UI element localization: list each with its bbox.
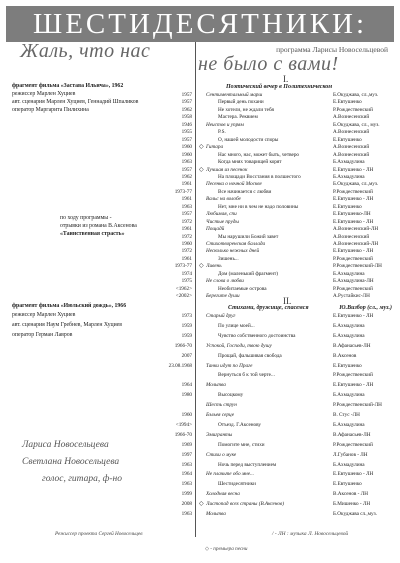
row-title: Неистов и упрям <box>206 121 244 128</box>
row-year: 1999 <box>181 491 192 498</box>
program-row <box>0 421 400 429</box>
row-author: Р.Рождественский <box>333 441 373 448</box>
row-author: В. Стус -ЛН <box>333 412 360 418</box>
program-subtitle: программа Ларисы Новосельцевой <box>276 45 388 54</box>
row-title: Отъезд. Г.Аксенову <box>218 421 261 428</box>
row-title: Бэльея серце <box>206 412 235 418</box>
row-year: 1960 <box>181 241 192 247</box>
film-note-line: «Таинственная страсть» <box>60 231 125 237</box>
row-year: 1961 <box>181 255 192 262</box>
row-author: Б.Ахмадулина-ЛН <box>333 278 374 285</box>
row-year: 1962 <box>181 106 192 113</box>
row-author: Б.Ахмадулина <box>333 270 365 277</box>
row-author: Б.Мишенко - ЛН <box>333 501 371 508</box>
row-author: Р.Рождественский-ЛН <box>333 263 382 270</box>
row-year: 1966-70 <box>174 431 192 438</box>
row-author: А.Рустайкис-ЛН <box>333 293 370 300</box>
row-year: 1980 <box>181 392 192 399</box>
program-row <box>0 510 400 518</box>
row-author: А.Вознесенский <box>333 151 370 158</box>
row-author: Р.Рождественский <box>333 285 373 292</box>
row-year: <2002> <box>175 293 192 300</box>
row-year: 1957 <box>181 92 192 98</box>
row-author: В.Аксенов <box>333 352 357 359</box>
row-year: 23.08.1968 <box>168 362 192 369</box>
row-title: О, нашей молодости споры <box>218 136 279 143</box>
row-author: В.Аксенов - ЛН <box>333 491 368 498</box>
row-year: 1997 <box>181 451 192 458</box>
program-row <box>0 362 400 370</box>
program-row <box>0 292 400 300</box>
row-title: P.S. <box>218 129 226 136</box>
film-note-line: авт. сценария Наум Гребнев, Марлен Хуциев <box>12 322 122 328</box>
program-row <box>0 371 400 379</box>
section-1-numeral: I. <box>283 74 289 84</box>
row-author: А.Вознесенский <box>333 114 370 121</box>
row-year: 1972 <box>181 233 192 240</box>
row-year: 1969 <box>181 441 192 448</box>
program-row <box>0 352 400 360</box>
row-author: Б.Окуджава, сл.,муз. <box>333 92 379 98</box>
row-author: Е.Евтушенко <box>333 136 362 143</box>
row-year: 1957 <box>181 211 192 218</box>
row-title: Чувство собственного достоинства <box>218 332 296 339</box>
premiere-marker-icon: ◇ <box>199 263 204 270</box>
row-title: Танки идут по Праге <box>206 362 253 369</box>
row-year: 2007 <box>181 352 192 359</box>
row-year: 1960 <box>181 151 192 158</box>
row-year: 1961 <box>181 181 192 188</box>
row-year: 1974 <box>181 270 192 277</box>
row-title: Первый день похани <box>218 99 264 106</box>
row-author: А.Вознесенский <box>333 144 370 151</box>
row-year: 1963 <box>181 159 192 166</box>
row-title: Шесть струн <box>206 402 237 409</box>
program-row <box>0 342 400 350</box>
row-author: Л.Губанов - ЛН <box>333 451 368 458</box>
row-author: А.Вознесенский-ЛН <box>333 241 379 247</box>
row-author: Р.Рождественский <box>333 106 373 113</box>
title-banner <box>6 6 394 42</box>
row-title: Берегите души <box>206 293 240 300</box>
row-title: Пощадй <box>206 226 225 233</box>
row-year: 1964 <box>181 382 192 389</box>
row-author: Е.Евтушенко - ЛН <box>333 196 374 203</box>
row-author: Р.Рождественский <box>333 372 373 379</box>
row-title: Сентиментальный марш <box>206 92 263 98</box>
film-note-line: режиссер Марлен Хуциев <box>12 91 76 97</box>
section-2-heading-right: Ю.Визбор (сл., муз.) <box>339 305 392 311</box>
row-author: Б.Окуджава, сл., муз. <box>333 121 380 128</box>
row-title: Дом (маленький фрагмент) <box>218 270 279 277</box>
program-row <box>0 500 400 508</box>
row-year: 1972 <box>181 218 192 225</box>
row-title: Вернуться б к той черте... <box>218 372 275 379</box>
row-author: Е.Евтушенко - ЛН <box>333 382 374 389</box>
row-title: Высоцкому <box>218 392 244 399</box>
row-title: Шестидесятники <box>218 481 256 488</box>
row-year: 2008 <box>181 501 192 508</box>
slogan-part-2: не было с вами! <box>198 53 339 75</box>
row-title: Гитара <box>206 144 224 151</box>
row-title: Вальс на волобе <box>206 196 241 203</box>
row-author: А.Вознесенский <box>333 233 370 240</box>
row-year: 1963 <box>181 203 192 210</box>
row-title: Лучшая из песенок <box>206 166 248 173</box>
row-year: 1963 <box>181 511 192 517</box>
slogan-part-1: Жаль, что нас <box>20 40 151 62</box>
row-author: Р.Рождественский-ЛН <box>333 402 382 409</box>
row-author: Е.Евтушенко <box>333 481 362 488</box>
row-year: 1957 <box>181 166 192 173</box>
section-1-heading-text: Поэтический вечер в Политехническом <box>226 84 333 90</box>
page-title: ШЕСТИДЕСЯТНИКИ: <box>32 8 368 40</box>
row-title: Стихи о муке <box>206 451 237 458</box>
row-title: Успокой, Господи, твою душу <box>206 342 272 349</box>
film-note-line: отрывки из романа В.Аксенова <box>60 223 137 229</box>
row-year: 1966-70 <box>174 342 192 349</box>
row-author: Е.Евтушенко-ЛН <box>333 211 371 218</box>
row-title: Старый друг <box>206 313 236 319</box>
row-year: 1961 <box>181 226 192 233</box>
row-title: Ночь перед выступлением <box>218 461 277 468</box>
row-title: Не хотели, не ждали тебя <box>218 106 274 113</box>
row-author: Б.Ахмадулина <box>333 421 365 428</box>
row-year: 1960 <box>181 144 192 151</box>
program-row <box>0 490 400 498</box>
row-author: Б.Ахмадулина <box>333 322 365 329</box>
row-title: Эмигранты <box>206 431 233 438</box>
row-author: Е.Евтушенко <box>333 362 362 369</box>
row-year: 1975 <box>181 278 192 285</box>
row-year: <1994> <box>175 421 192 428</box>
film-note-line: фрагмент фильма «Июльский дождь», 1966 <box>12 303 127 309</box>
row-year: 1963 <box>181 461 192 468</box>
row-year: 1958 <box>181 114 192 121</box>
row-author: Е.Евтушенко <box>333 203 362 210</box>
row-author: Е.Евтушенко - ЛН <box>333 166 374 173</box>
row-year: 1964 <box>181 471 192 478</box>
row-title: По улице моей... <box>218 322 255 329</box>
row-author: Б.Окуджава, сл.,муз. <box>333 181 379 188</box>
row-title: Ливень <box>206 263 222 270</box>
row-title: Не плачьте обо мне... <box>206 471 254 478</box>
row-title: Чистые пруды <box>206 218 239 225</box>
row-year: 1973-77 <box>174 263 192 270</box>
row-author: Е.Евтушенко - ЛН <box>333 218 374 225</box>
film-note-line: фрагмент фильма «Застава Ильича», 1962 <box>12 83 124 89</box>
row-author: Б.Ахмадулина <box>333 461 365 468</box>
film-note-line: авт. сценария Марлен Хуциев, Геннадий Шпаликов <box>12 99 139 105</box>
film-note-line: оператор Герман Лавров <box>12 332 73 338</box>
row-year: 1955 <box>181 129 192 136</box>
row-title: Необитаемые острова <box>218 285 267 292</box>
row-title: Мольтва <box>206 511 226 517</box>
row-author: Р.Рождественский <box>333 255 373 262</box>
row-author: А.Вознесенский-ЛН <box>333 226 379 233</box>
row-title: Нет, мне ни в чем не надо половины <box>218 203 299 210</box>
row-author: Е.Евтушенко - ЛН <box>333 471 374 478</box>
row-title: Мольтва <box>206 382 226 389</box>
row-title: Стихотворенская баллада <box>206 241 266 247</box>
row-title: Холодная весна <box>206 491 240 498</box>
row-year: 1959 <box>181 322 192 329</box>
row-title: Мастера. Реквием <box>218 114 258 121</box>
row-title: Все начинается с любви <box>218 188 272 195</box>
row-year: 1957 <box>181 136 192 143</box>
row-author: В.Афанасьев-ЛН <box>333 431 371 438</box>
row-author: В.Афанасьев-ЛН <box>333 342 371 349</box>
row-year: 1963 <box>181 481 192 488</box>
row-year: 1957 <box>181 99 192 106</box>
producer-credit: Режиссер проекта Сергей Новосельцев <box>55 531 143 537</box>
program-row <box>0 411 400 419</box>
premiere-marker-icon: ◇ <box>199 501 204 508</box>
program-row <box>0 431 400 439</box>
row-year: <1962> <box>175 285 192 292</box>
section-2-numeral: II. <box>283 296 292 306</box>
premiere-marker-icon: ◇ <box>199 144 204 151</box>
row-author: Б.Ахмадулина <box>333 173 365 180</box>
row-year: 1972 <box>181 248 192 255</box>
row-year: 1961 <box>181 196 192 203</box>
row-title: Нас много, нас, может быть, четверо <box>218 151 300 158</box>
film-note-line: по ходу программы - <box>60 215 112 221</box>
performer-1: Лариса Новосельцева <box>22 440 109 450</box>
row-year: 1960 <box>181 412 192 418</box>
row-author: А.Вознесенский <box>333 129 370 136</box>
row-author: Е.Евтушенко - ЛН <box>333 248 374 255</box>
row-title: Листопад всех страны (В.Аксенов) <box>206 501 285 508</box>
row-title: Помогите мне, стихи <box>218 441 265 448</box>
row-title: Несколько нежных дней <box>206 248 260 255</box>
row-author: Б.Окуджава сл.,муз. <box>333 511 377 517</box>
row-author: Б.Ахмадулина <box>333 332 365 339</box>
row-year: 1946 <box>181 121 192 128</box>
row-author: Е.Евтушенко - ЛН <box>333 313 374 319</box>
row-title: Мы нарушили Божий завет <box>218 233 279 240</box>
row-title: Зишень... <box>218 255 239 262</box>
program-row <box>0 401 400 409</box>
row-year: 1973-77 <box>174 188 192 195</box>
program-row <box>0 381 400 389</box>
section-2-heading-left: Стихами, дружище, спасемся <box>228 305 309 311</box>
film-note-line: оператор Маргарита Пилихина <box>12 107 89 113</box>
row-title: Когда мнях товарищей корят <box>218 159 282 166</box>
row-title: Прощай, фальшивая свобода <box>218 352 282 359</box>
row-author: Б.Ахмадулина <box>333 392 365 399</box>
row-year: 1959 <box>181 332 192 339</box>
performer-2: Светлана Новосельцева <box>22 457 120 467</box>
row-author: Р.Рождественский <box>333 188 373 195</box>
premiere-legend: ◇ - премьера песни <box>205 546 248 552</box>
performer-instruments: голос, гитара, ф-но <box>42 474 122 484</box>
row-author: Е.Евтушенко <box>333 99 362 106</box>
row-author: Б.Ахмадулина <box>333 159 365 166</box>
row-title: На площади Восстания в полшестого <box>218 173 301 180</box>
program-row <box>0 391 400 399</box>
row-title: Любимая, спи <box>206 211 237 218</box>
row-year: 1962 <box>181 173 192 180</box>
premiere-marker-icon: ◇ <box>199 166 204 173</box>
row-title: Не слова о любви <box>206 278 244 285</box>
music-credit: / - ЛН : музыка Л. Новосельцевой <box>272 531 349 537</box>
row-title: Песенка о ночной Москве <box>206 181 262 188</box>
row-year: 1973 <box>181 313 192 319</box>
film-note-line: режиссер Марлен Хуциев <box>12 312 76 318</box>
